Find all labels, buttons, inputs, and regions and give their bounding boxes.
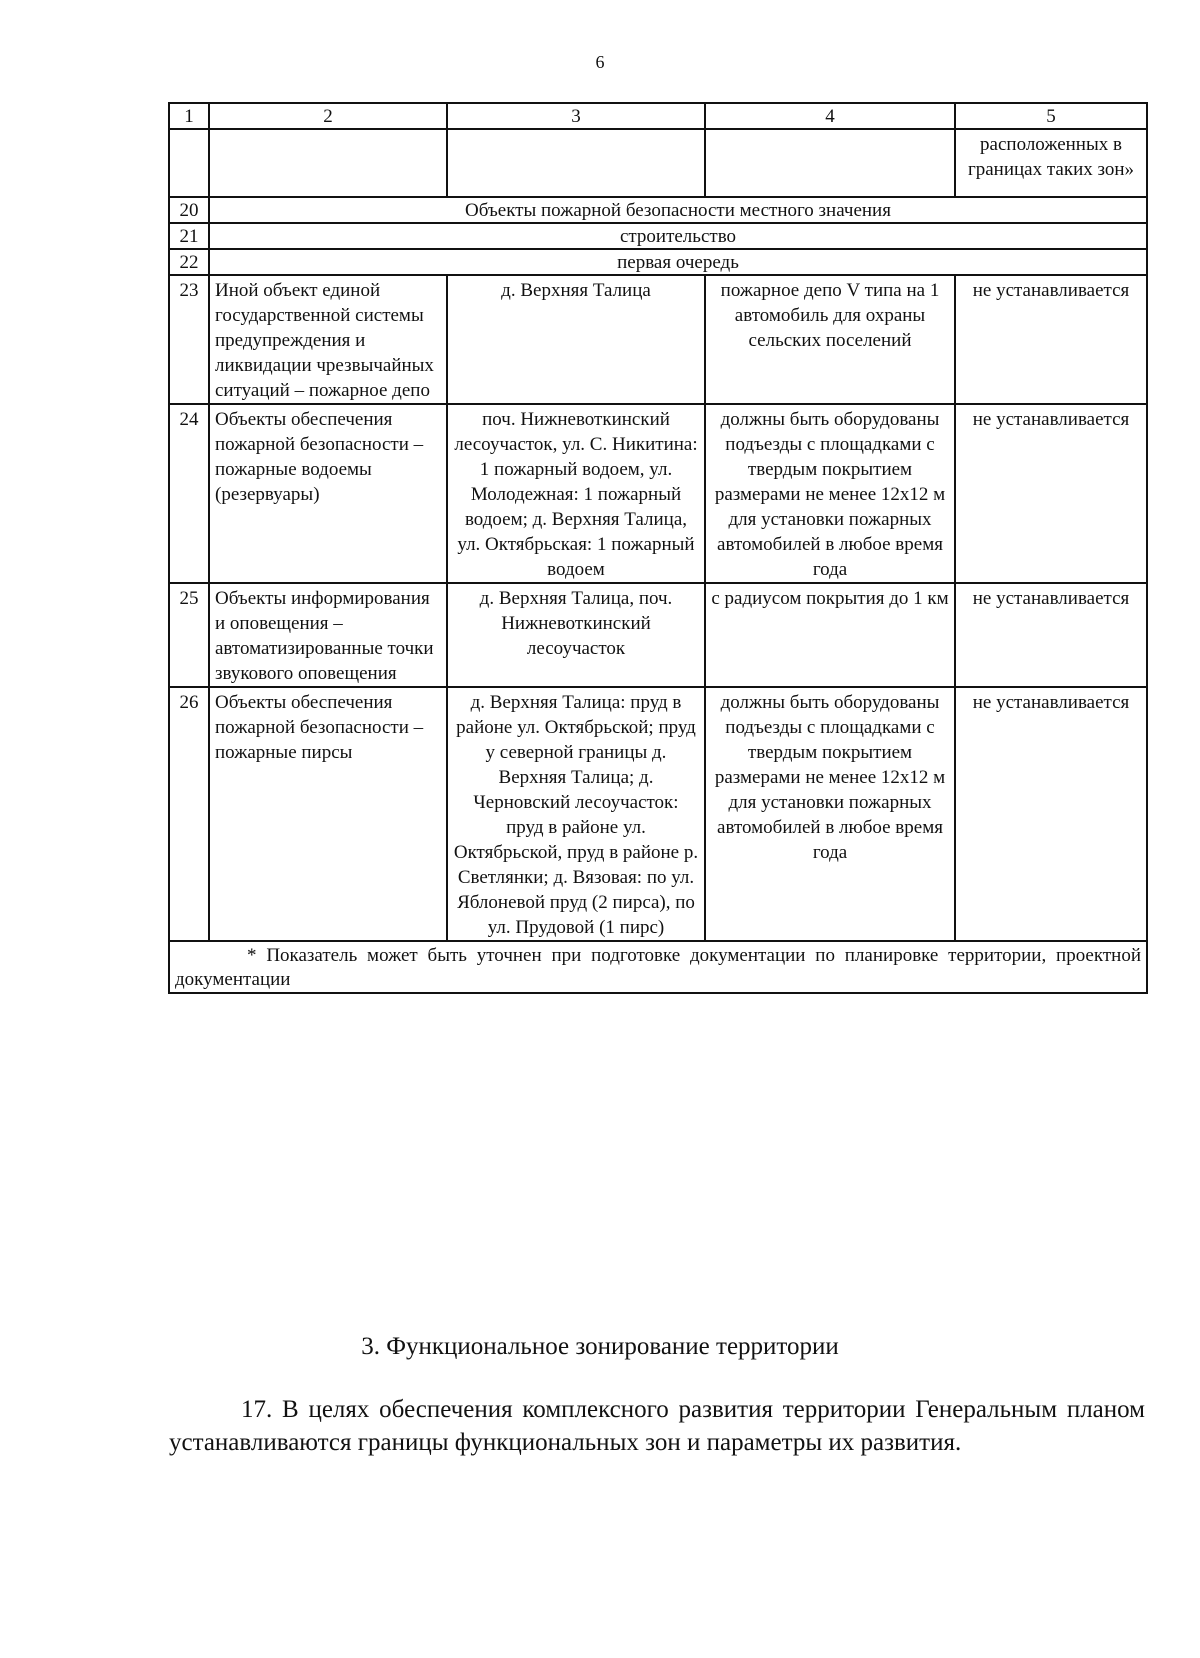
row-number: 20 [169,197,209,223]
object-name-cell: Иной объект единой государственной системы предупреждения и ликвидации чрезвычайных ситуаций – пожарное депо [209,275,447,404]
table-row [169,249,1147,275]
header-col-4: 4 [705,103,955,129]
row-number: 23 [169,275,209,404]
location-cell: поч. Нижневоткинский лесоучасток, ул. С. Никитина: 1 пожарный водоем, ул. Молодежная: 1 пожарный водоем; д. Верхняя Талица, ул. Октябрьская: 1 пожарный водоем [447,404,705,583]
zone-cell: не устанавливается [955,583,1147,687]
object-name-cell: Объекты обеспечения пожарной безопасности – пожарные водоемы (резервуары) [209,404,447,583]
zone-cell: не устанавливается [955,404,1147,583]
fire-safety-objects-table [168,102,1148,994]
body-paragraph: 17. В целях обеспечения комплексного развития территории Генеральным планом устанавливаются границы функциональных зон и параметры их развития. [169,1396,1145,1456]
characteristics-cell: с радиусом покрытия до 1 км [705,583,955,687]
row-number: 21 [169,223,209,249]
location-cell: д. Верхняя Талица, поч. Нижневоткинский лесоучасток [447,583,705,687]
continued-row [169,129,1147,197]
table-row [169,583,1147,687]
object-name-cell: Объекты обеспечения пожарной безопасности – пожарные пирсы [209,687,447,941]
row-number: 22 [169,249,209,275]
object-name-cell: Объекты информирования и оповещения – автоматизированные точки звукового оповещения [209,583,447,687]
row-number: 24 [169,404,209,583]
table-row [169,223,1147,249]
header-col-5: 5 [955,103,1147,129]
characteristics-cell: должны быть оборудованы подъезды с площадками с твердым покрытием размерами не менее 12x12 м для установки пожарных автомобилей в любое время года [705,687,955,941]
table-row [169,404,1147,583]
table-header-row [169,103,1147,129]
span-row-text: строительство [209,223,1147,249]
section-title: 3. Функциональное зонирование территории [361,1333,839,1360]
row-number: 26 [169,687,209,941]
continued-zone-cell: расположенных в границах таких зон» [955,129,1147,197]
span-row-text: Объекты пожарной безопасности местного значения [209,197,1147,223]
page-number: 6 [595,52,605,72]
header-col-1: 1 [169,103,209,129]
table-footnote: * Показатель может быть уточнен при подготовке документации по планировке территории, проектной документации [169,941,1147,993]
zone-cell: не устанавливается [955,687,1147,941]
row-number: 25 [169,583,209,687]
zone-cell: не устанавливается [955,275,1147,404]
location-cell: д. Верхняя Талица [447,275,705,404]
footnote-row [169,941,1147,993]
location-cell: д. Верхняя Талица: пруд в районе ул. Октябрьской; пруд у северной границы д. Верхняя Талица; д. Черновский лесоучасток: пруд в районе ул. Октябрьской, пруд в районе р. Светлянки; д. Вязовая: по ул. Яблоневой пруд (2 пирса), по ул. Прудовой (1 пирс) [447,687,705,941]
table-row [169,275,1147,404]
header-col-3: 3 [447,103,705,129]
table-row [169,197,1147,223]
header-col-2: 2 [209,103,447,129]
characteristics-cell: пожарное депо V типа на 1 автомобиль для охраны сельских поселений [705,275,955,404]
characteristics-cell: должны быть оборудованы подъезды с площадками с твердым покрытием размерами не менее 12x12 м для установки пожарных автомобилей в любое время года [705,404,955,583]
table-row [169,687,1147,941]
span-row-text: первая очередь [209,249,1147,275]
